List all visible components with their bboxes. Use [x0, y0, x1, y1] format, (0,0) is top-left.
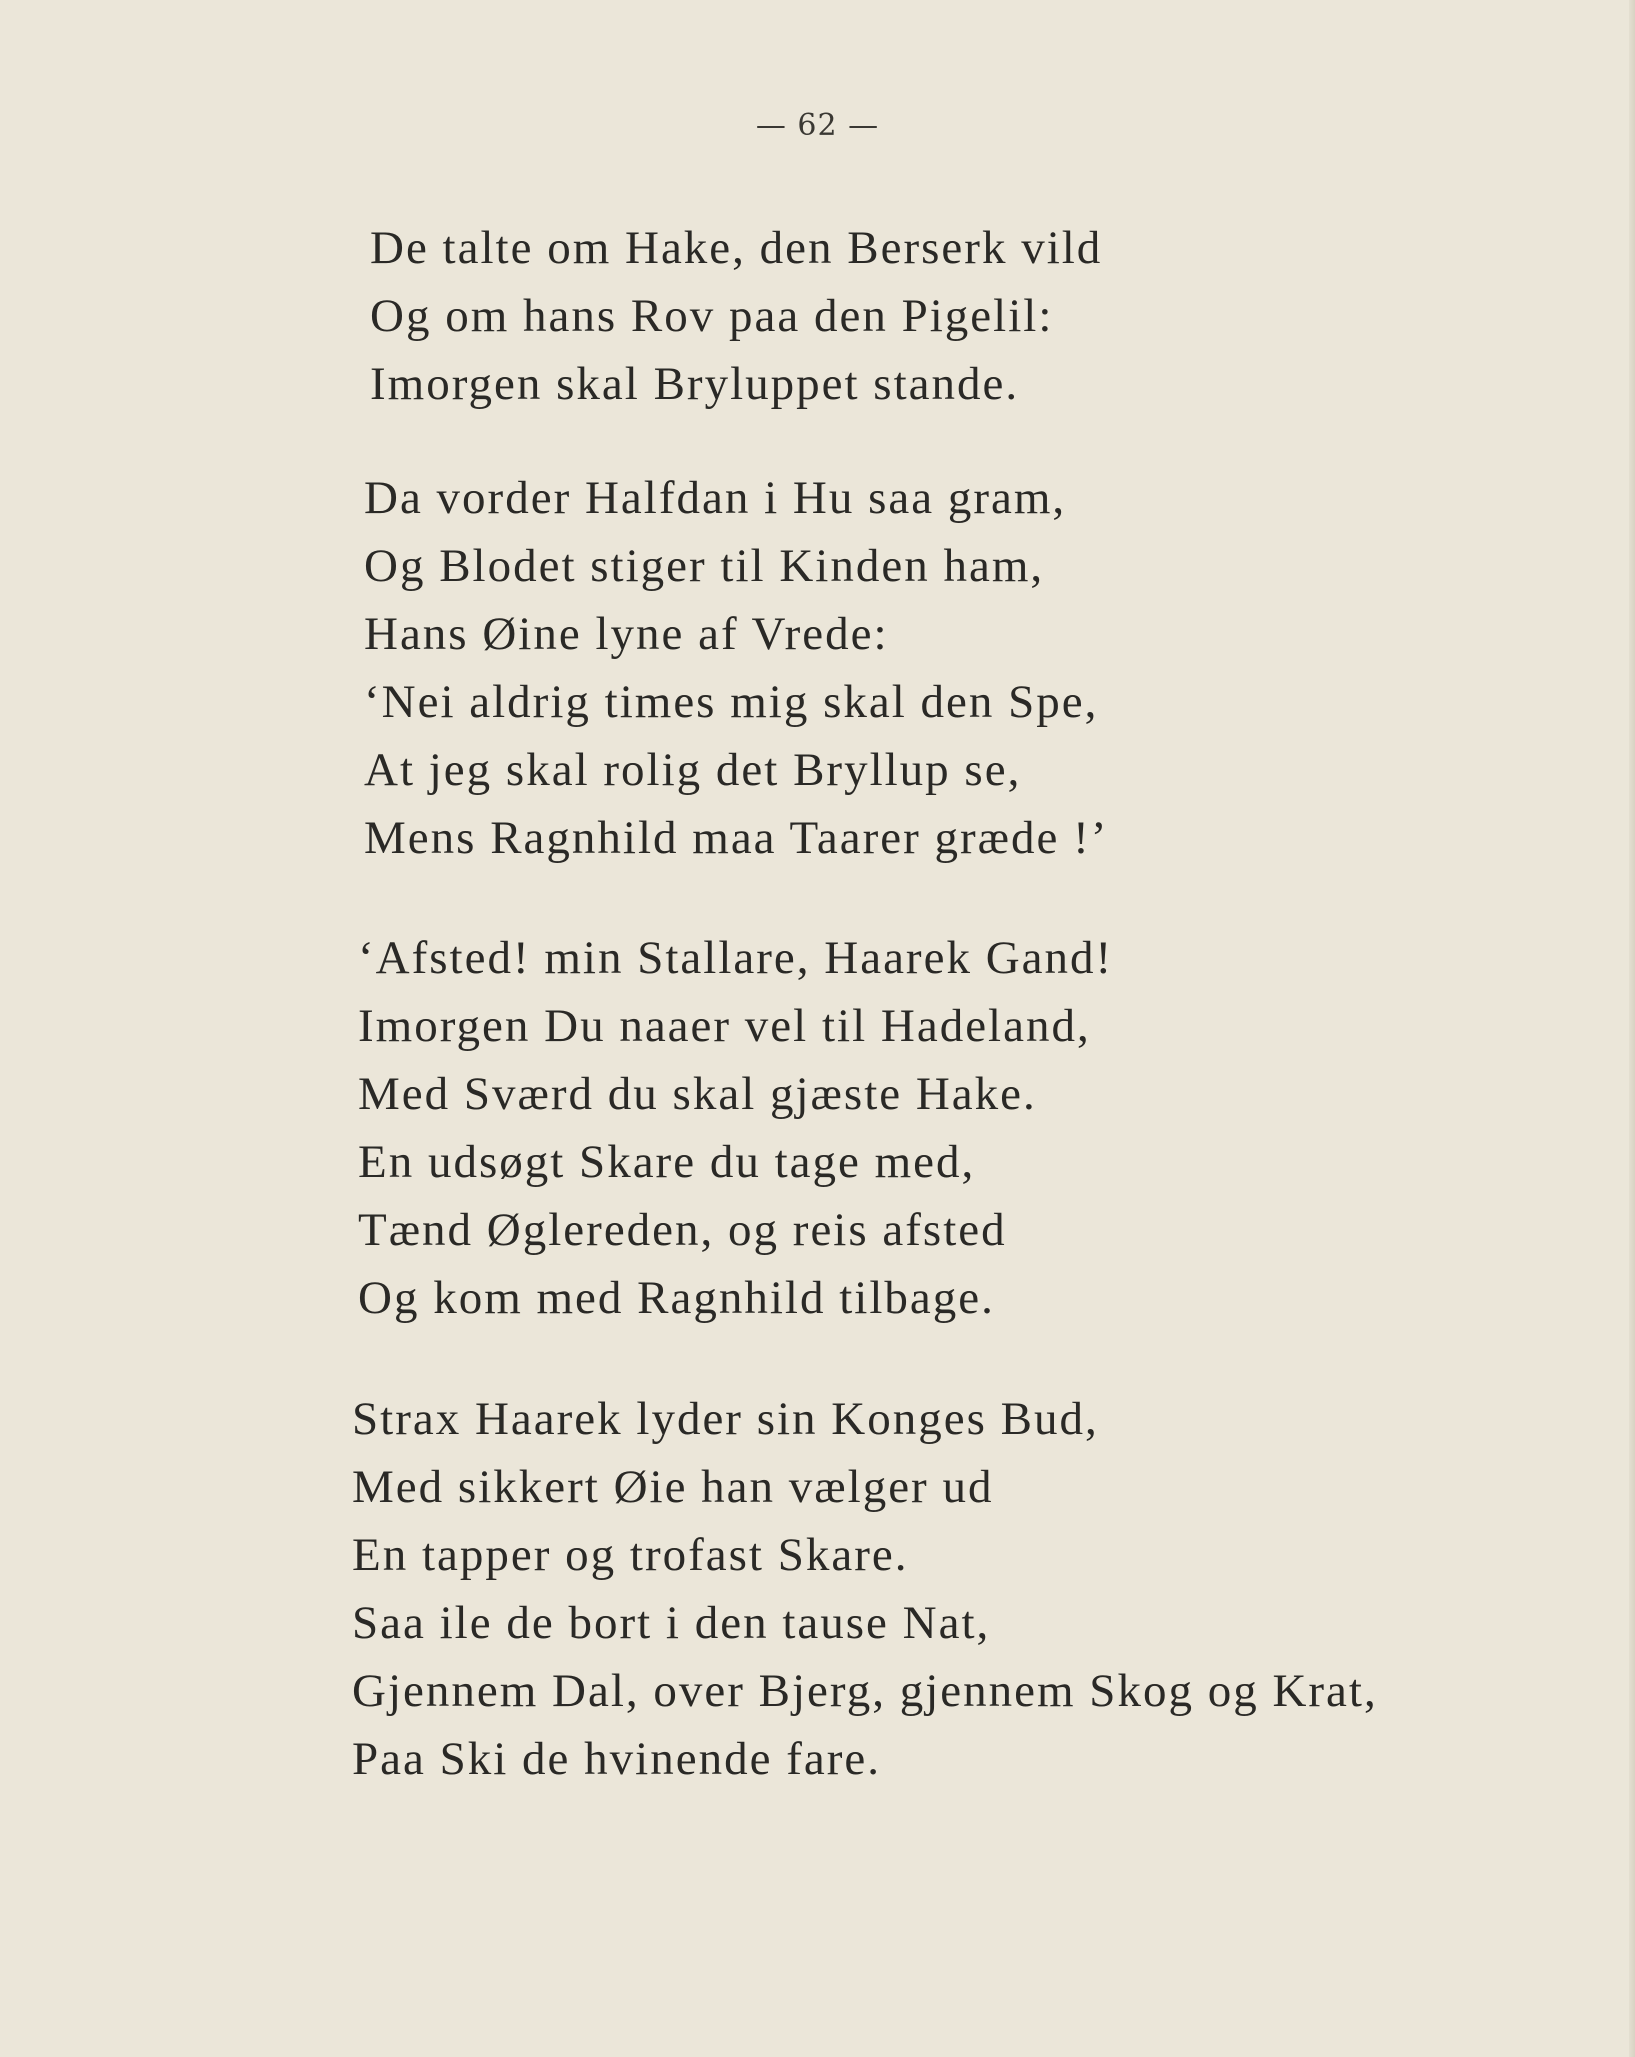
- verse-line: Da vorder Halfdan i Hu saa gram,: [364, 472, 1067, 524]
- page-number: — 62 —: [755, 108, 880, 143]
- verse-line: Imorgen skal Bryluppet stande.: [370, 358, 1020, 410]
- verse-line: Imorgen Du naaer vel til Hadeland,: [358, 1000, 1091, 1052]
- verse-line: Strax Haarek lyder sin Konges Bud,: [352, 1393, 1099, 1445]
- verse-line: At jeg skal rolig det Bryllup se,: [364, 744, 1022, 796]
- stanza-4: [352, 1385, 1378, 1793]
- verse-line: Gjennem Dal, over Bjerg, gjennem Skog og Krat,: [352, 1665, 1378, 1717]
- verse-line: ‘Nei aldrig times mig skal den Spe,: [364, 676, 1099, 728]
- stanza-1: [370, 214, 1102, 418]
- stanza-2: [364, 464, 1108, 872]
- verse-line: Tænd Øglereden, og reis afsted: [358, 1204, 1007, 1256]
- page-edge: [1629, 0, 1635, 2057]
- verse-line: Og kom med Ragnhild tilbage.: [358, 1272, 995, 1324]
- verse-line: Hans Øine lyne af Vrede:: [364, 608, 889, 660]
- verse-line: Med sikkert Øie han vælger ud: [352, 1461, 994, 1513]
- verse-line: En udsøgt Skare du tage med,: [358, 1136, 976, 1188]
- verse-line: Mens Ragnhild maa Taarer græde !’: [364, 812, 1109, 864]
- verse-line: En tapper og trofast Skare.: [352, 1529, 909, 1581]
- verse-line: Og om hans Rov paa den Pigelil:: [370, 290, 1054, 342]
- verse-line: Og Blodet stiger til Kinden ham,: [364, 540, 1045, 592]
- verse-line: Med Sværd du skal gjæste Hake.: [358, 1068, 1037, 1120]
- stanza-3: [358, 924, 1113, 1332]
- verse-line: Saa ile de bort i den tause Nat,: [352, 1597, 991, 1649]
- verse-line: De talte om Hake, den Berserk vild: [370, 222, 1103, 274]
- verse-line: ‘Afsted! min Stallare, Haarek Gand!: [358, 932, 1114, 984]
- verse-line: Paa Ski de hvinende fare.: [352, 1733, 881, 1785]
